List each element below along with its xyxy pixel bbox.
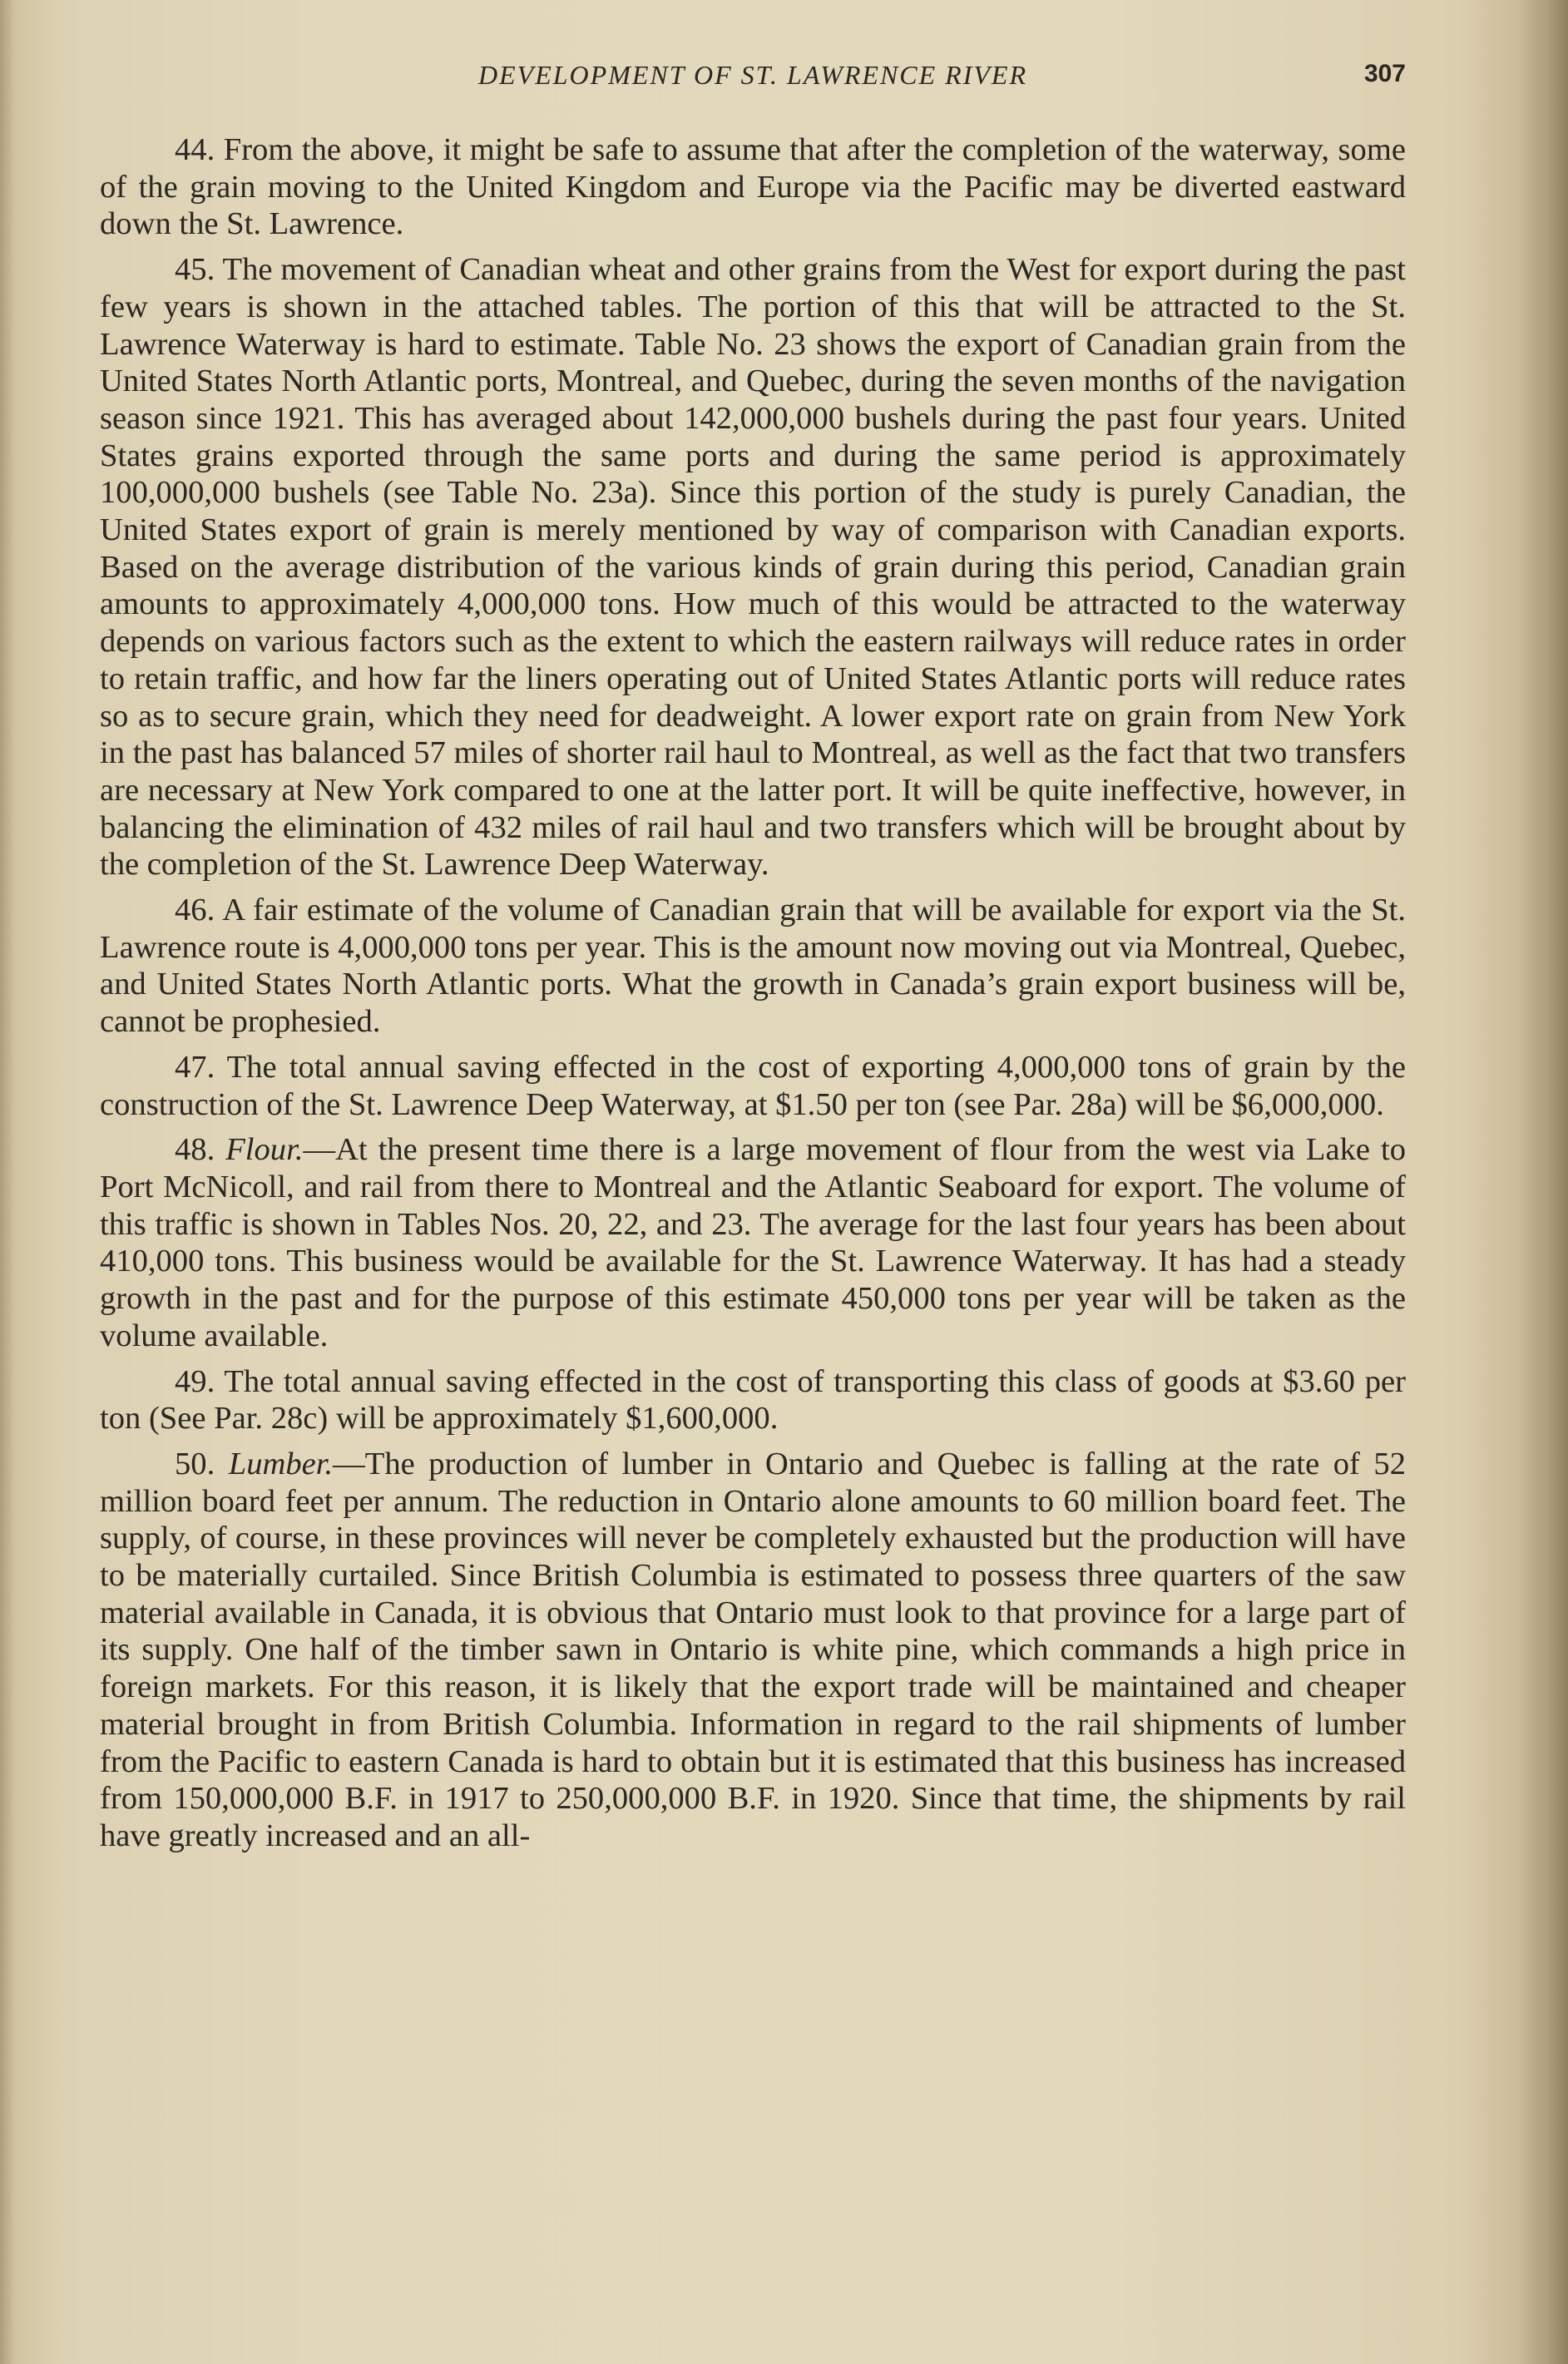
paragraph-number: 44. bbox=[175, 132, 215, 167]
paragraph-48 bbox=[100, 1131, 1406, 1354]
paragraph-46 bbox=[100, 892, 1406, 1041]
page-number: 307 bbox=[1363, 60, 1406, 87]
paragraph-number: 48. bbox=[175, 1132, 215, 1168]
paragraph-text: —The production of lumber in Ontario and Quebec is falling at the rate of 52 million board feet per annum. The reduction in Ontario alone amounts to 60 million board feet. The supply, of course, in these provinces will never be completely exhausted but the production will have to be materially curtailed. Since British Columbia is estimated to possess three quarters of the saw material available in Canada, it is obvious that Ontario must look to that province for a large part of its supply. One half of the timber sawn in Ontario is white pine, which commands a high price in foreign markets. For this reason, it is likely that the export trade will be maintained and cheaper material brought in from British Columbia. Information in regard to the rail shipments of lumber from the Pacific to eastern Canada is hard to obtain but it is estimated that this business has increased from 150,000,000 B.F. in 1917 to 250,000,000 B.F. in 1920. Since that time, the shipments by rail have greatly increased and an all- bbox=[100, 1446, 1406, 1853]
paragraph-text: The total annual saving effected in the cost of transporting this class of goods at $3.60 per ton (See Par. 28c) will be approximately $1,600,000. bbox=[100, 1363, 1406, 1437]
binding-shadow bbox=[1518, 0, 1568, 2364]
paragraph-heading: Lumber. bbox=[228, 1446, 334, 1481]
paragraph-text: From the above, it might be safe to assume that after the completion of the waterway, some of the grain moving to the United Kingdom and Europe via the Pacific may be diverted eastward down the St. Lawrence. bbox=[100, 132, 1406, 242]
page-body bbox=[100, 131, 1406, 1863]
paragraph-text: —At the present time there is a large movement of flour from the west via Lake to Port McNicoll, and rail from there to Montreal and the Atlantic Seaboard for export. The volume of this traffic is shown in Tables Nos. 20, 22, and 23. The average for the last four years has been about 410,000 tons. This business would be available for the St. Lawrence Waterway. It has had a steady growth in the past and for the purpose of this estimate 450,000 tons per year will be taken as the volume available. bbox=[100, 1132, 1406, 1353]
paragraph-number: 50. bbox=[175, 1446, 215, 1481]
paragraph-text: The total annual saving effected in the cost of exporting 4,000,000 tons of grain by the construction of the St. Lawrence Deep Waterway, at $1.50 per ton (see Par. 28a) will be $6,000,000. bbox=[100, 1049, 1406, 1122]
paragraph-number: 46. bbox=[175, 893, 215, 928]
paragraph-text: The movement of Canadian wheat and other grains from the West for export during the past few years is shown in the attached tables. The portion of this that will be attracted to the St. Lawrence Waterway is hard to estimate. Table No. 23 shows the export of Canadian grain from the United States North Atlantic ports, Montreal, and Quebec, during the seven months of the navigation season since 1921. This has averaged about 142,000,000 bushels during the past four years. United States grains exported through the same ports and during the same period is approximately 100,000,000 bushels (see Table No. 23a). Since this portion of the study is purely Canadian, the United States export of grain is merely mentioned by way of comparison with Canadian exports. Based on the average distribution of the various kinds of grain during this period, Canadian grain amounts to approximately 4,000,000 tons. How much of this would be attracted to the waterway depends on various factors such as the extent to which the eastern railways will reduce rates in order to retain traffic, and how far the liners operating out of United States Atlantic ports will reduce rates so as to secure grain, which they need for deadweight. A lower export rate on grain from New York in the past has balanced 57 miles of shorter rail haul to Montreal, as well as the fact that two transfers are necessary at New York compared to one at the latter port. It will be quite ineffective, however, in balancing the elimination of 432 miles of rail haul and two transfers which will be brought about by the completion of the St. Lawrence Deep Waterway. bbox=[100, 252, 1406, 883]
paragraph-45 bbox=[100, 251, 1406, 883]
paragraph-47 bbox=[100, 1049, 1406, 1123]
paragraph-49 bbox=[100, 1363, 1406, 1437]
paragraph-number: 45. bbox=[175, 252, 215, 288]
page-left-edge bbox=[0, 0, 15, 2364]
paragraph-44 bbox=[100, 131, 1406, 243]
running-title: DEVELOPMENT OF ST. LAWRENCE RIVER bbox=[477, 60, 1028, 90]
paragraph-number: 47. bbox=[175, 1049, 215, 1085]
paragraph-50 bbox=[100, 1446, 1406, 1855]
paragraph-text: A fair estimate of the volume of Canadian grain that will be available for export via the St. Lawrence route is 4,000,000 tons per year. This is the amount now moving out via Montreal, Quebec, and United States North Atlantic ports. What the growth in Canada’s grain export business will be, cannot be prophesied. bbox=[100, 893, 1407, 1040]
page-header bbox=[100, 60, 1406, 101]
paragraph-heading: Flour. bbox=[225, 1132, 304, 1168]
paragraph-number: 49. bbox=[175, 1363, 215, 1399]
